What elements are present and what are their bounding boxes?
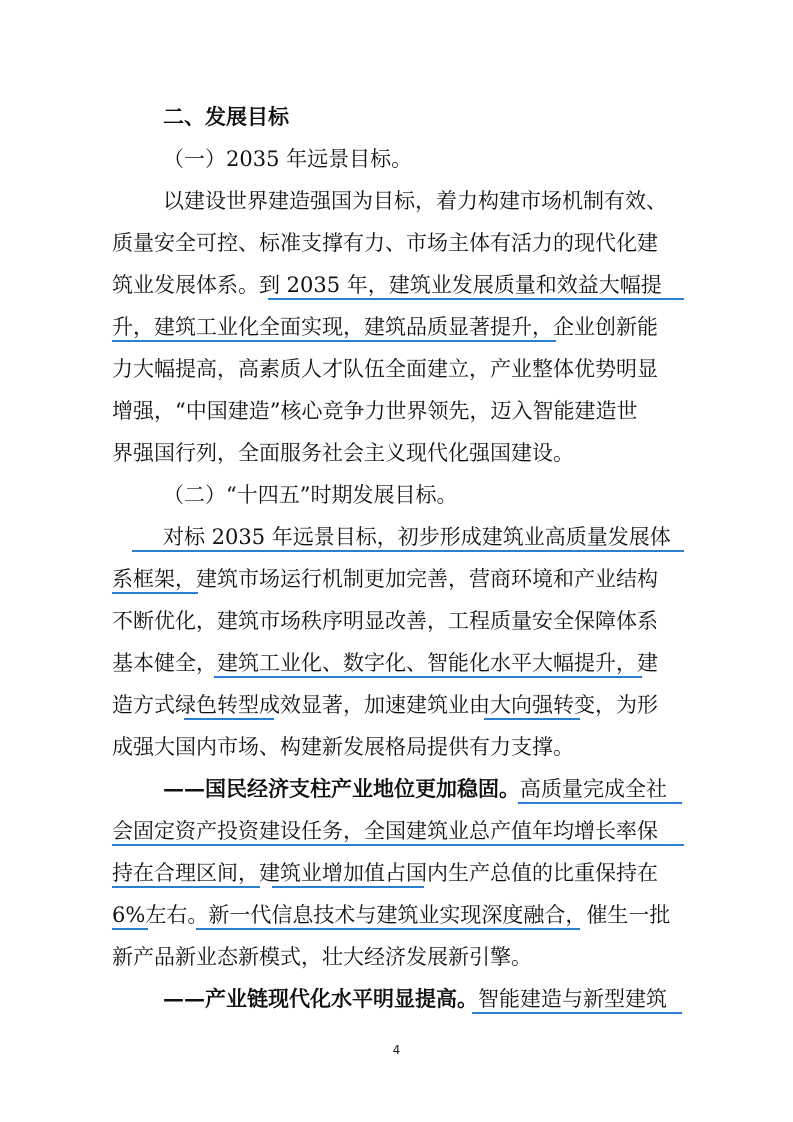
highlight-underline xyxy=(112,340,556,342)
paragraph-line: 升，建筑工业化全面实现，建筑品质显著提升，企业创新能 xyxy=(112,315,658,339)
paragraph-line: 不断优化，建筑市场秩序明显改善，工程质量安全保障体系 xyxy=(112,609,658,633)
highlight-underline xyxy=(112,886,260,888)
section-heading: 二、发展目标 xyxy=(163,105,289,129)
highlight-underline xyxy=(272,886,424,888)
paragraph-line: 力大幅提高，高素质人才队伍全面建立，产业整体优势明显 xyxy=(112,357,658,381)
paragraph-line: 成强大国内市场、构建新发展格局提供有力支撑。 xyxy=(112,735,574,759)
highlight-underline xyxy=(472,1012,682,1014)
highlight-underline xyxy=(214,676,642,678)
highlight-underline xyxy=(268,298,684,300)
paragraph-line: 造方式绿色转型成效显著，加速建筑业由大向强转变，为形 xyxy=(112,693,658,717)
paragraph-line: 会固定资产投资建设任务，全国建筑业总产值年均增长率保 xyxy=(112,819,658,843)
paragraph-line: 基本健全，建筑工业化、数字化、智能化水平大幅提升，建 xyxy=(112,651,658,675)
paragraph-line: 持在合理区间，建筑业增加值占国内生产总值的比重保持在 xyxy=(112,861,658,885)
highlight-underline xyxy=(112,592,198,594)
subheading-14th-five-year: （二）“十四五”时期发展目标。 xyxy=(163,483,458,507)
paragraph-line: 以建设世界建造强国为目标，着力构建市场机制有效、 xyxy=(163,189,667,213)
bold-lead: ——国民经济支柱产业地位更加稳固。 xyxy=(163,776,520,801)
paragraph-line: 新产品新业态新模式，壮大经济发展新引擎。 xyxy=(112,945,532,969)
paragraph-line-with-lead xyxy=(163,985,667,1013)
highlight-underline xyxy=(518,802,682,804)
paragraph-line: 界强国行列，全面服务社会主义现代化强国建设。 xyxy=(112,441,574,465)
highlight-underline xyxy=(196,928,580,930)
highlight-underline xyxy=(132,550,684,552)
highlight-underline xyxy=(184,718,274,720)
highlight-underline xyxy=(484,718,580,720)
paragraph-line: 筑业发展体系。到 2035 年，建筑业发展质量和效益大幅提 xyxy=(112,273,662,297)
paragraph-line-with-lead xyxy=(163,775,667,803)
bold-lead: ——产业链现代化水平明显提高。 xyxy=(163,986,478,1011)
paragraph-line: 质量安全可控、标准支撑有力、市场主体有活力的现代化建 xyxy=(112,231,658,255)
paragraph-line: 系框架，建筑市场运行机制更加完善，营商环境和产业结构 xyxy=(112,567,658,591)
paragraph-line: 对标 2035 年远景目标，初步形成建筑业高质量发展体 xyxy=(163,525,671,549)
lead-rest: 智能建造与新型建筑 xyxy=(478,987,667,1011)
lead-rest: 高质量完成全社 xyxy=(520,777,667,801)
highlight-underline xyxy=(112,844,684,846)
paragraph-line: 增强，“中国建造”核心竞争力世界领先，迈入智能建造世 xyxy=(112,399,638,423)
paragraph-line: 6%左右。新一代信息技术与建筑业实现深度融合，催生一批 xyxy=(112,903,671,927)
page-number: 4 xyxy=(392,1043,401,1057)
subheading-2035: （一）2035 年远景目标。 xyxy=(163,147,413,171)
highlight-underline xyxy=(112,928,148,930)
